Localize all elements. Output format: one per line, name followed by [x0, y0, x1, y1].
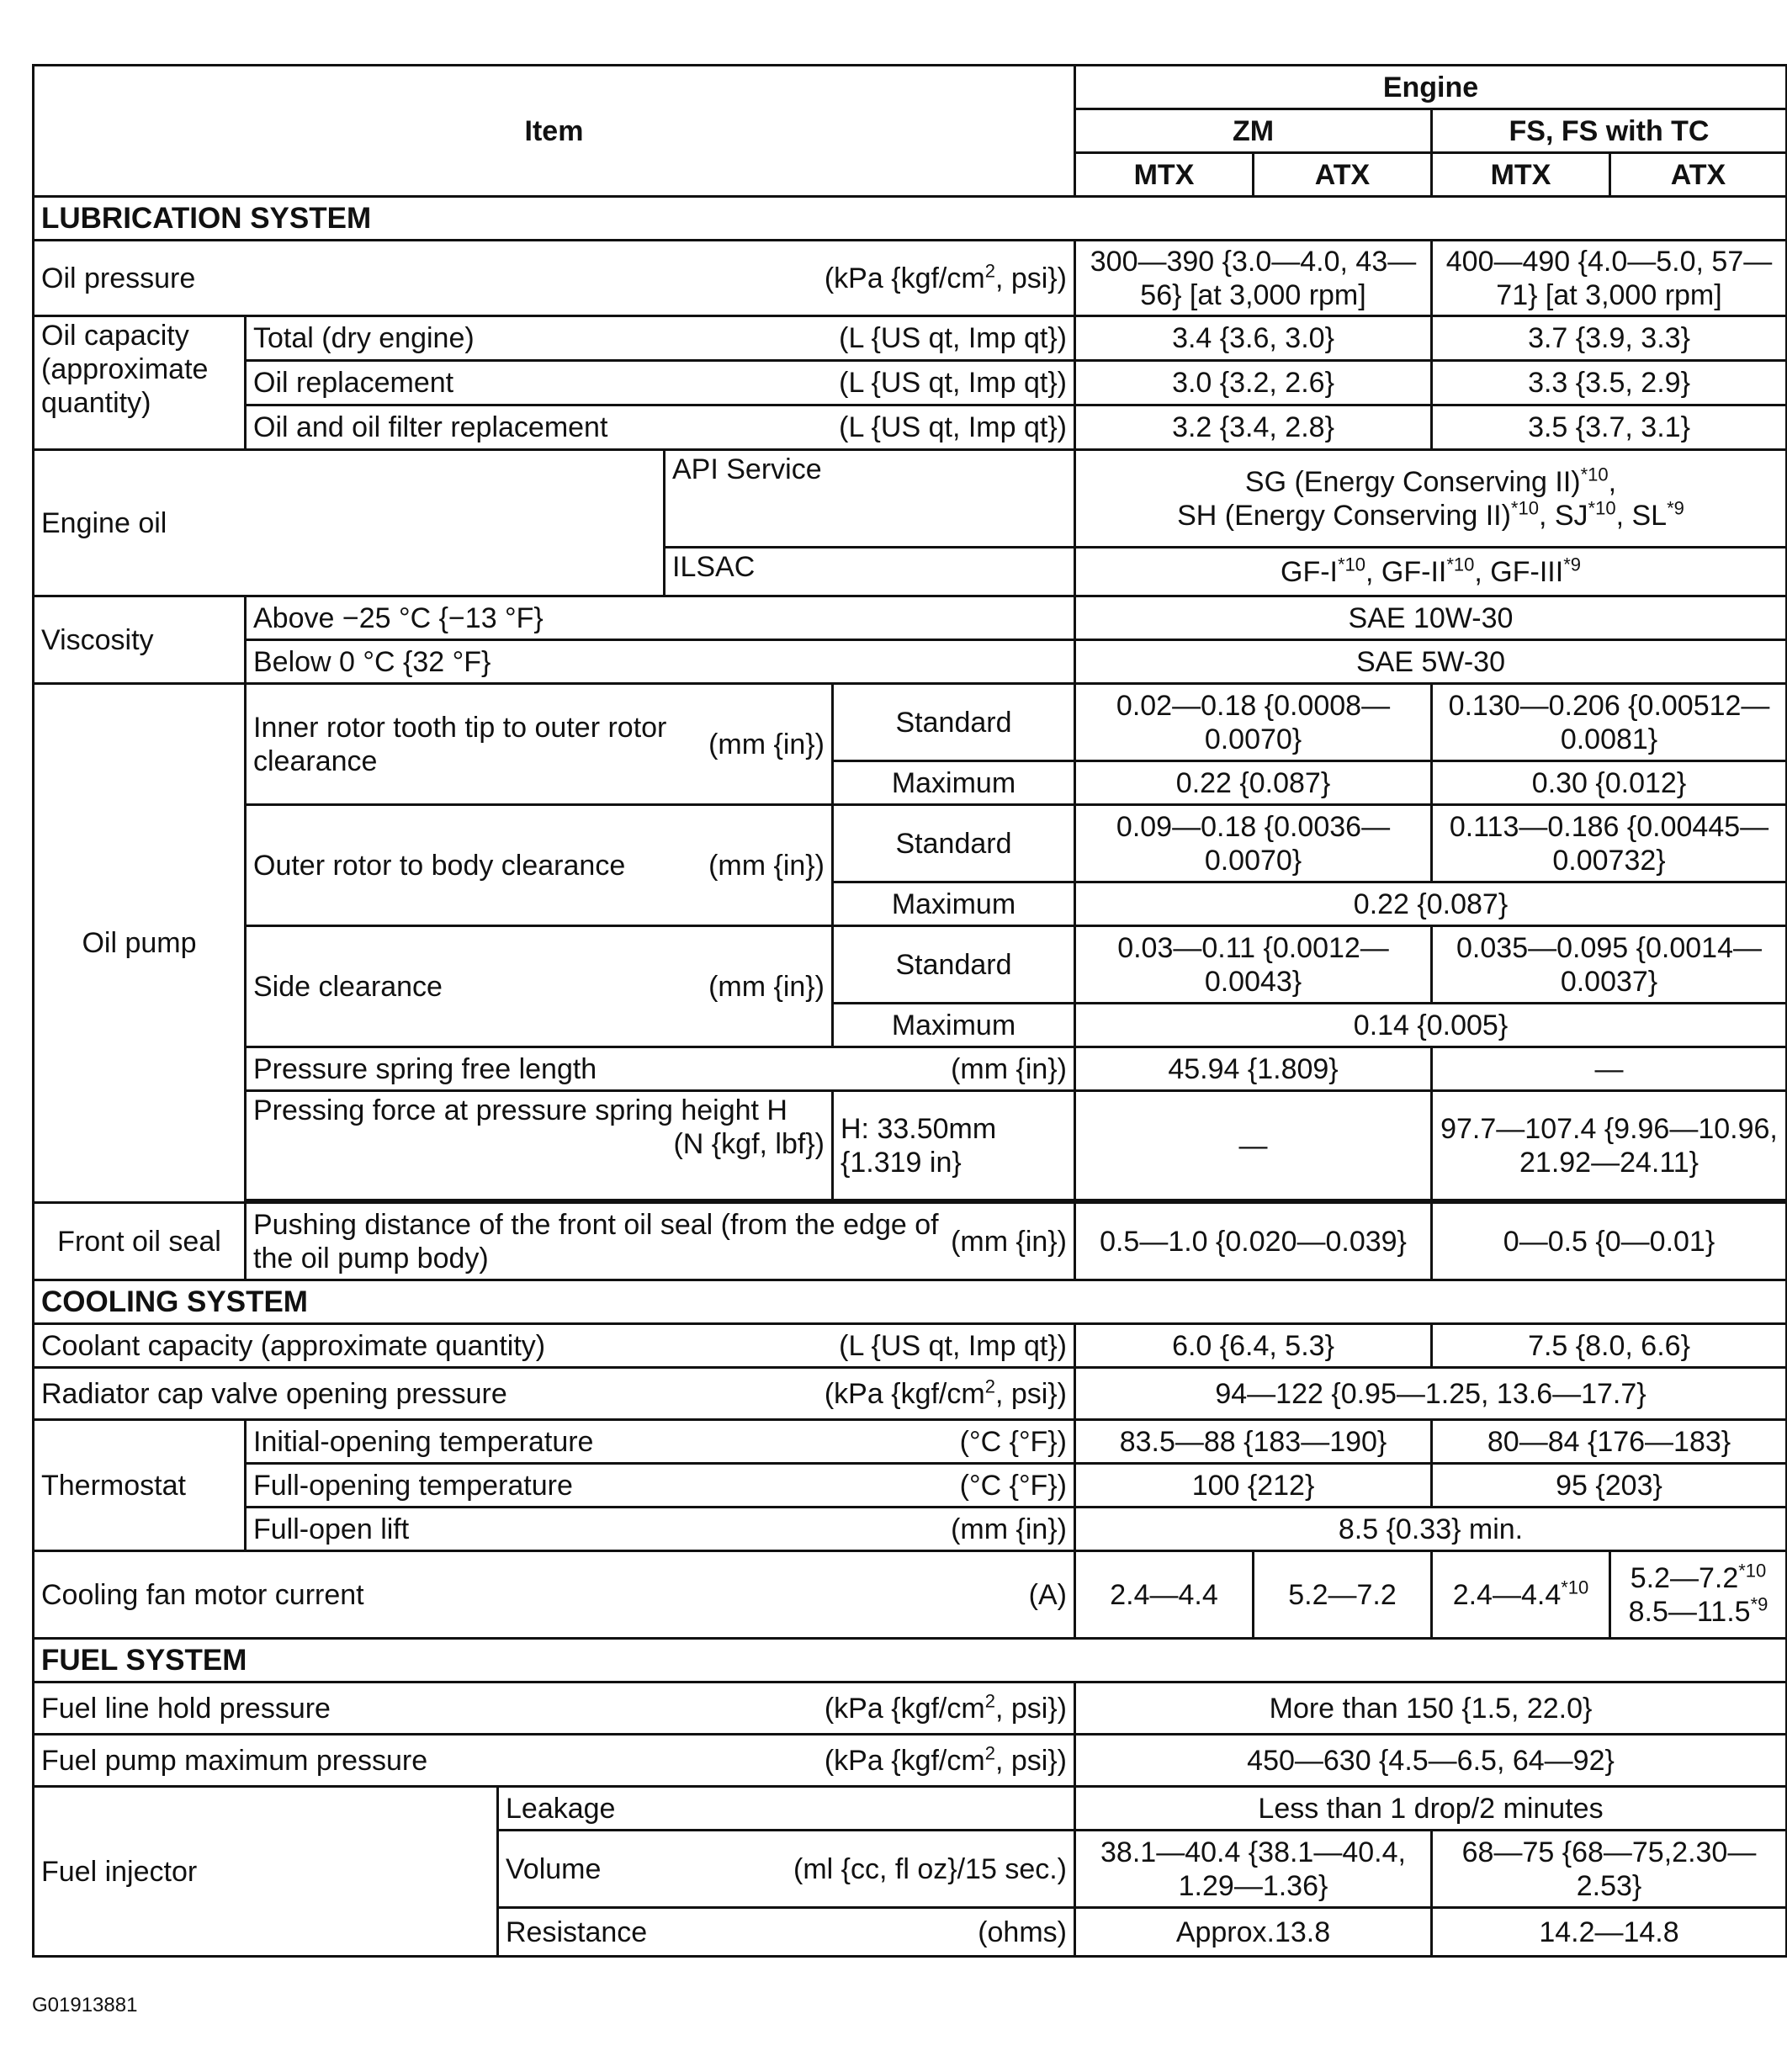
coolant-label: Coolant capacity (approximate quantity)	[41, 1329, 546, 1362]
oil-filter-replacement-zm: 3.2 {3.4, 2.8}	[1075, 405, 1432, 450]
thermostat-full-label: Full-opening temperature	[253, 1469, 573, 1502]
specifications-table	[32, 64, 1787, 1958]
fan-fs-mtx: 2.4—4.4$^{*10}$	[1432, 1551, 1610, 1639]
section-lubrication	[34, 197, 1787, 241]
pressing-force-zm: —	[1075, 1091, 1432, 1200]
fan-label: Cooling fan motor current	[41, 1578, 364, 1611]
thermostat-initial-fs: 80—84 {176—183}	[1432, 1420, 1787, 1464]
thermostat-lift-value: 8.5 {0.33} min.	[1075, 1508, 1787, 1551]
spring-length-unit: (mm {in})	[951, 1052, 1067, 1085]
header-fs-mtx: MTX	[1432, 153, 1610, 197]
row-viscosity-below	[34, 640, 1787, 684]
fuel-hold-label: Fuel line hold pressure	[41, 1692, 331, 1725]
fuel-pump-unit: (kPa {$kgf/cm^2$, psi})	[824, 1742, 1067, 1777]
oil-pump-unit: (mm {in})	[708, 849, 825, 882]
oil-capacity-total-zm: 3.4 {3.6, 3.0}	[1075, 316, 1432, 361]
viscosity-below-label: Below 0 °C {32 °F}	[246, 640, 1075, 684]
viscosity-below-value: SAE 5W-30	[1075, 640, 1787, 684]
row-front-oil-seal	[34, 1203, 1787, 1280]
standard-label: Standard	[833, 684, 1075, 761]
api-service-label: API Service	[665, 450, 1075, 548]
row-oil-capacity-filter	[34, 405, 1787, 450]
inner-rotor-maximum-fs: 0.30 {0.012}	[1432, 761, 1787, 805]
spring-length-label: Pressure spring free length	[253, 1052, 597, 1085]
thermostat-lift-unit: (mm {in})	[951, 1513, 1067, 1545]
injector-volume-zm: 38.1—40.4 {38.1—40.4, 1.29—1.36}	[1075, 1831, 1432, 1908]
fuel-hold-value: More than 150 {1.5, 22.0}	[1075, 1683, 1787, 1735]
oil-pressure-fs: 400—490 {4.0—5.0, 57—71} [at 3,000 rpm]	[1432, 241, 1787, 316]
front-oil-seal-label: Front oil seal	[34, 1203, 246, 1280]
oil-pump-label: Oil pump	[34, 684, 246, 1203]
section-title: COOLING SYSTEM	[34, 1280, 1787, 1324]
header-engine: Engine	[1075, 66, 1787, 109]
front-oil-seal-zm: 0.5—1.0 {0.020—0.039}	[1075, 1203, 1432, 1280]
row-pressing-force	[34, 1091, 1787, 1200]
outer-rotor-standard-fs: 0.113—0.186 {0.00445—0.00732}	[1432, 805, 1787, 882]
row-viscosity-above	[34, 596, 1787, 640]
engine-oil-label: Engine oil	[34, 450, 665, 596]
oil-pressure-unit: (kPa {$kgf/cm^2$, psi})	[824, 260, 1067, 294]
header-zm-atx: ATX	[1254, 153, 1432, 197]
fuel-pump-label: Fuel pump maximum pressure	[41, 1744, 428, 1777]
oil-pressure-cell	[34, 241, 1075, 316]
row-radiator-cap	[34, 1368, 1787, 1420]
viscosity-label: Viscosity	[34, 596, 246, 684]
row-side-clearance-standard	[34, 926, 1787, 1004]
radiator-label: Radiator cap valve opening pressure	[41, 1377, 507, 1410]
side-clearance-maximum: 0.14 {0.005}	[1075, 1004, 1787, 1047]
spring-length-zm: 45.94 {1.809}	[1075, 1047, 1432, 1091]
fan-unit: (A)	[1028, 1578, 1067, 1611]
row-outer-rotor-standard	[34, 805, 1787, 882]
row-fuel-pump-pressure	[34, 1735, 1787, 1787]
outer-rotor-maximum: 0.22 {0.087}	[1075, 882, 1787, 926]
injector-resistance-unit: (ohms)	[978, 1916, 1067, 1948]
pressing-force-height: H: 33.50mm {1.319 in}	[833, 1091, 1075, 1200]
oil-replacement-zm: 3.0 {3.2, 2.6}	[1075, 361, 1432, 405]
inner-rotor-standard-fs: 0.130—0.206 {0.00512—0.0081}	[1432, 684, 1787, 761]
pressing-force-cell	[246, 1091, 833, 1200]
injector-volume-label: Volume	[506, 1852, 602, 1885]
injector-volume-unit: (ml {cc, fl oz}/15 sec.)	[793, 1852, 1067, 1885]
coolant-fs: 7.5 {8.0, 6.6}	[1432, 1324, 1787, 1368]
side-clearance-standard-fs: 0.035—0.095 {0.0014—0.0037}	[1432, 926, 1787, 1004]
row-thermostat-initial	[34, 1420, 1787, 1464]
thermostat-full-fs: 95 {203}	[1432, 1464, 1787, 1508]
header-zm-mtx: MTX	[1075, 153, 1254, 197]
pressing-force-fs: 97.7—107.4 {9.96—10.96, 21.92—24.11}	[1432, 1091, 1787, 1200]
figure-code: G01913881	[32, 1994, 138, 2016]
row-thermostat-lift	[34, 1508, 1787, 1551]
injector-leakage-value: Less than 1 drop/2 minutes	[1075, 1787, 1787, 1831]
oil-capacity-unit: (L {US qt, Imp qt})	[839, 367, 1067, 399]
inner-rotor-standard-zm: 0.02—0.18 {0.0008—0.0070}	[1075, 684, 1432, 761]
row-spring-free-length	[34, 1047, 1787, 1091]
fuel-pump-value: 450—630 {4.5—6.5, 64—92}	[1075, 1735, 1787, 1787]
maximum-label: Maximum	[833, 761, 1075, 805]
fan-zm-atx: 5.2—7.2	[1254, 1551, 1432, 1639]
oil-capacity-label: Oil capacity (approximate quantity)	[34, 316, 246, 450]
pressing-force-unit: (N {kgf, lbf})	[673, 1128, 825, 1160]
oil-filter-replacement-fs: 3.5 {3.7, 3.1}	[1432, 405, 1787, 450]
header-row-engine	[34, 66, 1787, 109]
coolant-zm: 6.0 {6.4, 5.3}	[1075, 1324, 1432, 1368]
row-fuel-hold-pressure	[34, 1683, 1787, 1735]
radiator-value: 94—122 {0.95—1.25, 13.6—17.7}	[1075, 1368, 1787, 1420]
injector-volume-fs: 68—75 {68—75,2.30—2.53}	[1432, 1831, 1787, 1908]
section-fuel	[34, 1639, 1787, 1683]
injector-leakage-label: Leakage	[498, 1787, 1075, 1831]
fan-zm-mtx: 2.4—4.4	[1075, 1551, 1254, 1639]
row-engine-oil-api	[34, 450, 1787, 548]
thermostat-initial-zm: 83.5—88 {183—190}	[1075, 1420, 1432, 1464]
front-oil-seal-unit: (mm {in})	[951, 1225, 1067, 1258]
oil-pump-unit: (mm {in})	[708, 728, 825, 760]
row-oil-pressure	[34, 241, 1787, 316]
radiator-unit: (kPa {$kgf/cm^2$, psi})	[824, 1375, 1067, 1410]
ilsac-label: ILSAC	[665, 548, 1075, 596]
outer-rotor-standard-zm: 0.09—0.18 {0.0036—0.0070}	[1075, 805, 1432, 882]
ilsac-value: $GF-I^{*10}$, GF-II$^{*10}$, GF-III$^{*9}$	[1075, 548, 1787, 596]
standard-label: Standard	[833, 926, 1075, 1004]
injector-resistance-zm: Approx.13.8	[1075, 1908, 1432, 1957]
oil-replacement-fs: 3.3 {3.5, 2.9}	[1432, 361, 1787, 405]
pressing-force-label: Pressing force at pressure spring height H	[253, 1094, 787, 1126]
coolant-unit: (L {US qt, Imp qt})	[839, 1329, 1067, 1362]
standard-label: Standard	[833, 805, 1075, 882]
inner-rotor-maximum-zm: 0.22 {0.087}	[1075, 761, 1432, 805]
oil-replacement-label: Oil replacement	[253, 367, 454, 399]
oil-capacity-unit: (L {US qt, Imp qt})	[839, 322, 1067, 354]
spring-length-fs: —	[1432, 1047, 1787, 1091]
oil-filter-replacement-label: Oil and oil filter replacement	[253, 411, 608, 443]
front-oil-seal-fs: 0—0.5 {0—0.01}	[1432, 1203, 1787, 1280]
header-fs: FS, FS with TC	[1432, 109, 1787, 153]
api-service-value: SG (Energy Conserving II)$^{*10}$, SH (Energy Conserving II)$^{*10}$, SJ$^{*10}$, SL$^{*9}$	[1075, 450, 1787, 548]
front-oil-seal-desc: Pushing distance of the front oil seal (from the edge of the oil pump body)	[253, 1208, 939, 1274]
injector-label: Fuel injector	[34, 1787, 498, 1957]
section-title: LUBRICATION SYSTEM	[34, 197, 1787, 241]
injector-resistance-label: Resistance	[506, 1916, 648, 1948]
header-fs-atx: ATX	[1610, 153, 1787, 197]
viscosity-above-label: Above −25 °C {−13 °F}	[246, 596, 1075, 640]
fuel-hold-unit: (kPa {$kgf/cm^2$, psi})	[824, 1690, 1067, 1725]
maximum-label: Maximum	[833, 1004, 1075, 1047]
side-clearance-standard-zm: 0.03—0.11 {0.0012—0.0043}	[1075, 926, 1432, 1004]
oil-capacity-total-label: Total (dry engine)	[253, 322, 475, 354]
row-coolant-capacity	[34, 1324, 1787, 1368]
oil-pump-unit: (mm {in})	[708, 970, 825, 1003]
section-title: FUEL SYSTEM	[34, 1639, 1787, 1683]
thermostat-unit: (°C {°F})	[959, 1469, 1067, 1502]
inner-rotor-label: Inner rotor tooth tip to outer rotor clearance	[253, 711, 667, 777]
thermostat-lift-label: Full-open lift	[253, 1513, 410, 1545]
header-item: Item	[34, 66, 1075, 197]
row-oil-capacity-replacement	[34, 361, 1787, 405]
side-clearance-label: Side clearance	[253, 970, 443, 1003]
outer-rotor-label: Outer rotor to body clearance	[253, 849, 626, 882]
thermostat-label: Thermostat	[34, 1420, 246, 1551]
row-oil-capacity-total	[34, 316, 1787, 361]
thermostat-initial-label: Initial-opening temperature	[253, 1425, 594, 1458]
thermostat-unit: (°C {°F})	[959, 1425, 1067, 1458]
maximum-label: Maximum	[833, 882, 1075, 926]
section-cooling	[34, 1280, 1787, 1324]
row-cooling-fan	[34, 1551, 1787, 1639]
row-thermostat-full	[34, 1464, 1787, 1508]
oil-capacity-unit: (L {US qt, Imp qt})	[839, 411, 1067, 443]
oil-pressure-label: Oil pressure	[41, 262, 196, 294]
header-zm: ZM	[1075, 109, 1432, 153]
fan-fs-atx: 5.2—7.2$^{*10}$ 8.5—11.5$^{*9}$	[1610, 1551, 1787, 1639]
row-injector-leakage	[34, 1787, 1787, 1831]
injector-resistance-fs: 14.2—14.8	[1432, 1908, 1787, 1957]
oil-capacity-total-fs: 3.7 {3.9, 3.3}	[1432, 316, 1787, 361]
thermostat-full-zm: 100 {212}	[1075, 1464, 1432, 1508]
viscosity-above-value: SAE 10W-30	[1075, 596, 1787, 640]
oil-pressure-zm: 300—390 {3.0—4.0, 43—56} [at 3,000 rpm]	[1075, 241, 1432, 316]
row-inner-rotor-standard	[34, 684, 1787, 761]
